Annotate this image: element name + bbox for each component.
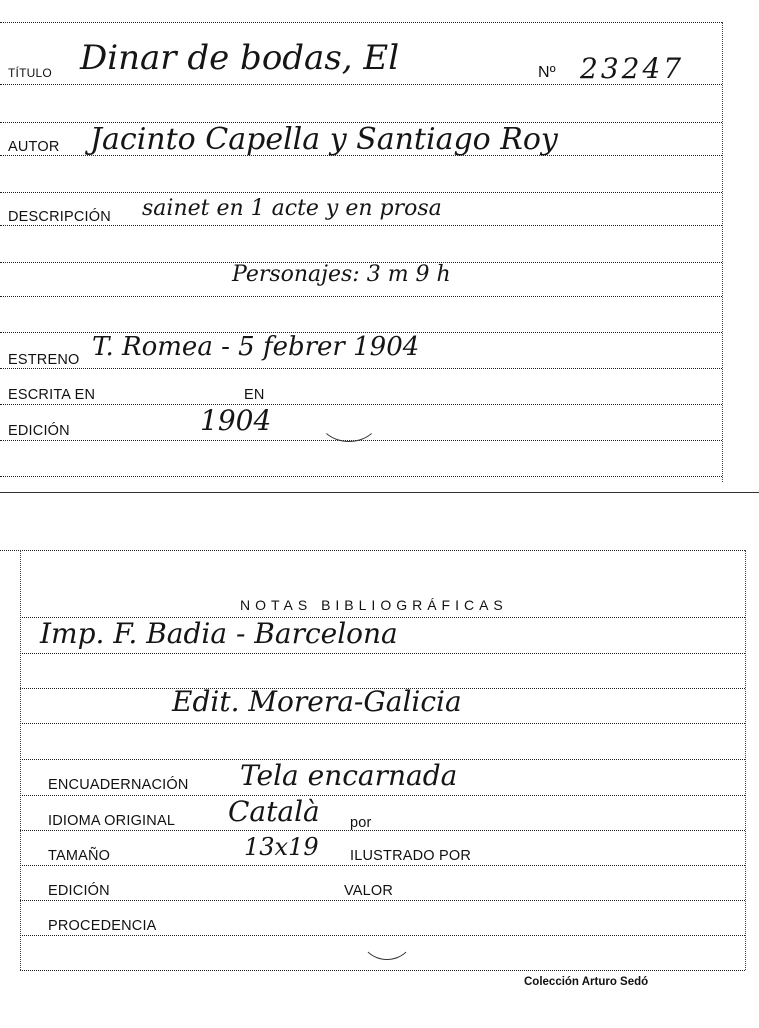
autor-value: Jacinto Capella y Santiago Roy [90,122,558,157]
encuadernacion-value: Tela encarnada [240,759,458,792]
descripcion-label: DESCRIPCIÓN [8,209,111,225]
rule [0,225,722,226]
idioma-label: IDIOMA ORIGINAL [48,813,176,829]
descripcion-value: sainet en 1 acte y en prosa [142,196,442,221]
personajes-value: Personajes: 3 m 9 h [232,262,451,287]
note-line-2: Edit. Morera-Galicia [172,685,462,718]
rule [20,795,745,796]
estreno-label: ESTRENO [8,352,80,368]
rule [0,440,722,441]
valor-label: VALOR [344,883,394,899]
ilustrado-label: ILUSTRADO POR [350,848,472,864]
autor-label: AUTOR [8,139,60,155]
catalog-card-top [0,0,759,492]
por-label: por [350,815,372,831]
notas-heading: NOTAS BIBLIOGRÁFICAS [240,597,508,613]
rule [0,192,722,193]
edicion-label: EDICIÓN [8,423,70,439]
rule [0,368,722,369]
top-border [0,22,722,23]
escrita-en-label: ESCRITA EN [8,387,96,403]
right-border [745,550,746,970]
note-line-1: Imp. F. Badia - Barcelona [40,617,398,650]
rule [20,723,745,724]
punch-hole-mark [318,392,380,442]
rule [20,830,745,831]
tamano-value: 13x19 [244,833,319,861]
left-border [20,550,21,970]
estreno-value: T. Romea - 5 febrer 1904 [92,332,420,362]
rule [20,900,745,901]
card-separator [0,492,759,493]
encuadernacion-label: ENCUADERNACIÓN [48,777,189,793]
catalog-card-bottom [0,545,759,1028]
number-label: Nº [538,64,556,81]
rule [0,476,722,477]
edicion-label: EDICIÓN [48,883,110,899]
rule [20,970,745,971]
en-label: EN [244,387,265,403]
rule [20,865,745,866]
rule [20,653,745,654]
tamano-label: TAMAÑO [48,848,111,864]
idioma-value: Català [228,795,320,828]
edicion-value: 1904 [200,404,272,437]
rule [0,296,722,297]
titulo-value: Dinar de bodas, El [80,38,400,78]
titulo-label: TÍTULO [8,66,52,80]
top-border [0,550,745,551]
number-value: 23247 [580,52,685,85]
coleccion-credit: Colección Arturo Sedó [524,976,649,988]
punch-hole-mark [360,910,414,960]
right-border [722,22,723,482]
procedencia-label: PROCEDENCIA [48,918,157,934]
